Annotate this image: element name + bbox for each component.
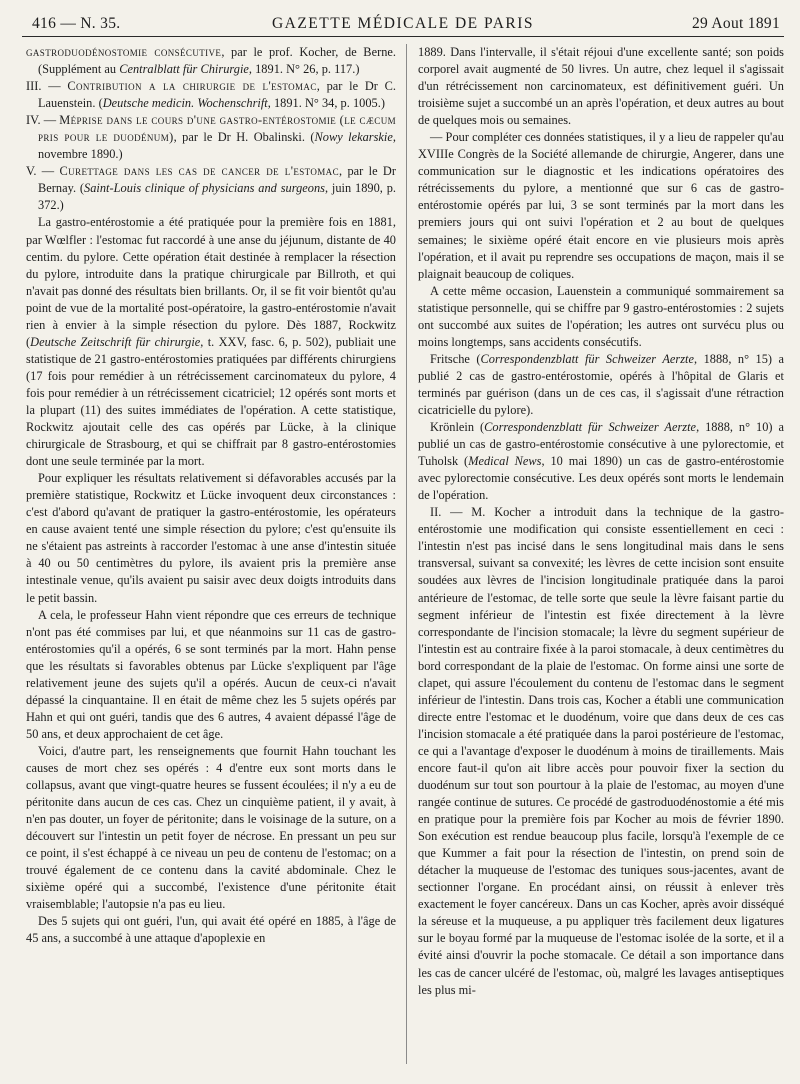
page-header	[22, 12, 784, 37]
bibliography-reference	[26, 112, 396, 163]
body-paragraph	[26, 607, 396, 743]
body-paragraph	[26, 913, 396, 947]
italic-citation: Saint-Louis clinique of physicians and surgeons	[84, 181, 325, 196]
text-run: , par le prof. Kocher, de Berne. (Supplément au	[38, 45, 396, 77]
italic-citation: Correspondenzblatt für Schweizer Aerzte	[480, 351, 695, 366]
text-run: Des 5 sujets qui ont guéri, l'un, qui avait été opéré en 1885, à l'âge de 45 ans, a succombé à une attaque d'apoplexie en	[26, 914, 396, 946]
body-paragraph	[418, 504, 784, 998]
page-number: 416 — N. 35.	[32, 15, 121, 32]
bibliography-reference	[26, 44, 396, 78]
text-run: Pour expliquer les résultats relativement si défavorables accusés par la première statistique, Rockwitz et Lücke invoquent deux circonstances : c'est d'abord qu'avant de pratiquer la gastro-entérostomie, les opérateurs en cause avaient tenté une simple résection du pylore; c'est qu'ensuite ils ne s'étaient pas astreints à raccorder l'estomac à une anse d'intestin située à 40 ou 50 centimètres du pylore, ils avaient pris la première anse intestinale venue, qu'ils avaient pu saisir avec deux doigts introduits dans le petit bassin.	[26, 471, 396, 605]
text-run: V. —	[26, 164, 60, 179]
text-run: , par le Dr H. Obalinski. (	[173, 130, 315, 145]
small-caps-title: Méprise dans le cours d'une gastro-entérostomie (le cæcum pris pour le duodénum)	[38, 113, 396, 145]
bibliography-reference	[26, 78, 396, 112]
text-run: , par le Dr C. Lauenstein. (	[38, 79, 396, 111]
left-column	[26, 44, 396, 1072]
body-paragraph	[418, 419, 784, 504]
italic-citation: Correspondenzblatt für Schweizer Aerzte	[484, 420, 697, 435]
text-run: Krönlein (	[430, 420, 485, 435]
italic-citation: Centralblatt für Chirurgie	[119, 62, 249, 77]
body-paragraph	[26, 743, 396, 913]
text-run: , 10 mai 1890) un cas de gastro-entérostomie avec pylorectomie consécutive. Les deux opérés sont morts le lendemain de l'opération.	[418, 454, 784, 503]
text-run: IV. —	[26, 113, 60, 128]
text-run: III. —	[26, 79, 68, 94]
bibliography-reference	[26, 163, 396, 214]
text-run: , novembre 1890.)	[38, 130, 396, 162]
italic-citation: Deutsche Zeitschrift für chirurgie	[30, 334, 201, 349]
right-column	[418, 44, 784, 1072]
small-caps-title: gastroduodénostomie consécutive	[26, 45, 222, 59]
small-caps-title: Curettage dans les cas de cancer de l'estomac	[59, 164, 339, 179]
italic-citation: Nowy lekarskie	[314, 130, 393, 145]
text-run: — Pour compléter ces données statistiques, il y a lieu de rappeler qu'au XVIIIe Congrès de la Société allemande de chirurgie, Angerer, dans une communication sur le diagnostic et les indications opératoires des rétrécissements du pylore, a mentionné que sur 6 cas de gastro-entérostomie opérés par lui, 3 se sont terminés par la mort dans les premiers jours qui ont suivi l'opération et 2 au bout de quelques semaines; le sixième opéré était encore en vie plusieurs mois après l'opération, et il avait pu reprendre ses occupations de maçon, mais il se plaignait beaucoup de coliques.	[418, 130, 784, 281]
text-run: , t. XXV, fasc. 6, p. 502), publiait une statistique de 21 gastro-entérostomies pratiquées par différents chirurgiens (17 fois pour remédier à un rétrécissement carcinomateux du pylore, 4 fois pour remédier à un rétrécissement cicatriciel; 12 opérés sont morts et la plupart (11) des suites immédiates de l'opération. A cette statistique, Rockwitz ajoutait celle des cas opérés par Lücke, à la clinique chirurgicale de Strasbourg, et qui se chiffrait par 8 gastro-entérostomies dont une seule terminée par la mort.	[26, 334, 396, 469]
body-paragraph	[418, 129, 784, 282]
text-run: , 1888, n° 15) a publié 2 cas de gastro-entérostomie, opérés à l'hôpital de Glaris et terminés par guérison (dans un de ces cas, il s'agissait d'une rétraction cicatricielle du pylore).	[418, 351, 784, 417]
small-caps-title: Contribution a la chirurgie de l'estomac	[67, 79, 317, 94]
text-run: Voici, d'autre part, les renseignements que fournit Hahn touchant les causes de mort chez ses opérés : 4 d'entre eux sont morts dans le collapsus, avant que vingt-quatre heures se fussent écoulées; il n'y a eu de péritonite dans aucun de ces cas. Chez un cinquième patient, il y avait, à n'en pas douter, un foyer de péritonite; dans le voisinage de la suture, on a découvert sur l'intestin un petit foyer de nécrose. En pressant un peu sur ce point, il s'est échappé à ce niveau un peu de contenu de l'estomac; on a trouvé également de ce contenu dans la cavité abdominale. Chez le sixième opéré qui a succombé, l'existence d'une péritonite était vraisemblable; l'autopsie n'a pas eu lieu.	[26, 743, 396, 912]
body-paragraph	[418, 351, 784, 419]
body-paragraph	[418, 44, 784, 129]
text-run: , juin 1890, p. 372.)	[38, 181, 396, 213]
italic-citation: Medical News	[468, 454, 542, 469]
column-divider	[406, 44, 407, 1064]
text-run: La gastro-entérostomie a été pratiquée pour la première fois en 1881, par Wœlfler : l'estomac fut raccordé à une anse du jéjunum, distante de 40 centim. du pylore. Cette opération était destinée à remplacer la résection du pylore, introduite dans la pratique chirurgicale par Billroth, et qui n'avait pas donné des résultats bien brillants. Or, il se fit voir bientôt qu'au point de vue de la mortalité post-opératoire, la gastro-entérostomie n'avait rien à envier à la simple résection du pylore. Dès 1887, Rockwitz (	[26, 215, 396, 349]
body-paragraph	[26, 470, 396, 606]
body-paragraph	[26, 214, 396, 470]
text-run: , 1888, n° 10) a publié un cas de gastro-entérostomie consécutive à une pylorectomie, et Tuholsk (	[418, 420, 784, 469]
text-run: , 1891. N° 26, p. 117.)	[248, 62, 360, 77]
text-run: 1889. Dans l'intervalle, il s'était réjoui d'une excellente santé; son poids corporel avait augmenté de 50 livres. Un autre, chez lequel il s'agissait d'un rétrécissement non carcinomateux, est définitivement guéri. Un troisième sujet a succombé un an après l'opération, et deux autres au bout de quelques mois ou semaines.	[418, 45, 784, 128]
text-run: A cela, le professeur Hahn vient répondre que ces erreurs de technique n'ont pas été commises par lui, et que néanmoins sur 11 cas de gastro-entérostomies qu'il a opérés, 6 se sont terminés par la mort. Hahn pense que les résultats si favorables obtenus par Lücke s'expliquent par l'âge relativement jeune des sujets qu'il a opérés. Aucun de ceux-ci n'avait dépassé la cinquantaine. Il en était de même chez les 5 sujets opérés par Hahn et qui ont guéri, tandis que des 6 autres, 4 avaient dépassé l'âge de 50 ans, et deux approchaient de cet âge.	[26, 607, 396, 741]
journal-title: GAZETTE MÉDICALE DE PARIS	[271, 15, 535, 32]
text-run: II. — M. Kocher a introduit dans la technique de la gastro-entérostomie une modification qui consiste essentiellement en ceci : l'intestin n'est pas incisé dans le sens longitudinal mais dans le sens transversal, suivant sa convexité; les lèvres de cette incision sont ensuite soudées aux lèvres de l'incision longitudinale pratiquée dans la paroi antérieure de l'estomac, de telle sorte que seule la lèvre faisant partie du segment inférieur de l'intestin est fixée directement à la lèvre correspondante de l'incision stomacale; la lèvre du segment supérieur de l'intestin est au contraire fixée à la paroi stomacale, à deux centimètres du bord correspondant de la plaie de l'estomac. On forme ainsi une sorte de clapet, qui assure l'écoulement du contenu de l'estomac dans le segment inférieur de l'intestin. Dans trois cas, Kocher a établi une communication directe entre l'estomac et le duodénum, voire que dans deux de ces cas l'incision stomacale a été pratiquée dans la paroi postérieure de l'estomac, ce qui a l'avantage d'exposer le duodénum à moins de tiraillements. Mais encore faut-il qu'on ait libre accès pour pouvoir fixer la section du duodénum sur tout son pourtour à la plaie de l'estomac, au moyen d'une rangée continue de sutures. Ce procédé de gastroduodénostomie a été mis en pratique pour la première fois par Kocher au mois de février 1890. Son exécution est rendue beaucoup plus facile, lorsqu'à l'exemple de ce que Kummer a fait pour la résection de l'intestin, on prend soin de détacher la muqueuse de l'estomac des tuniques sous-jacentes, avant de sectionner l'organe. En procédant ainsi, on réussit à enlever très exactement le foyer cancéreux. Dans un cas Kocher, après avoir disséqué la séreuse et la muqueuse, a pu appliquer très facilement deux ligatures sur le boyau formé par la muqueuse de l'estomac isolée de la sorte, et il a évité ainsi d'ouvrir la poche stomacale. Ce détail a son importance dans les cas de cancer ulcéré de l'estomac, où, malgré les lavages antiseptiques les plus mi-	[418, 505, 784, 997]
italic-citation: Deutsche medicin. Wochenschrift	[102, 96, 268, 111]
text-run: Fritsche (	[430, 351, 481, 366]
text-run: , 1891. N° 34, p. 1005.)	[267, 96, 385, 111]
body-paragraph	[418, 283, 784, 351]
text-run: A cette même occasion, Lauenstein a communiqué sommairement sa statistique personnelle, qui se chiffre par 9 gastro-entérostomies : 2 sujets ont succombé aux suites de l'opération; les autres ont survécu plus ou moins longtemps, sans accidents consécutifs.	[418, 283, 784, 349]
issue-date: 29 Aout 1891	[692, 15, 780, 32]
text-run: , par le Dr Bernay. (	[38, 164, 396, 196]
